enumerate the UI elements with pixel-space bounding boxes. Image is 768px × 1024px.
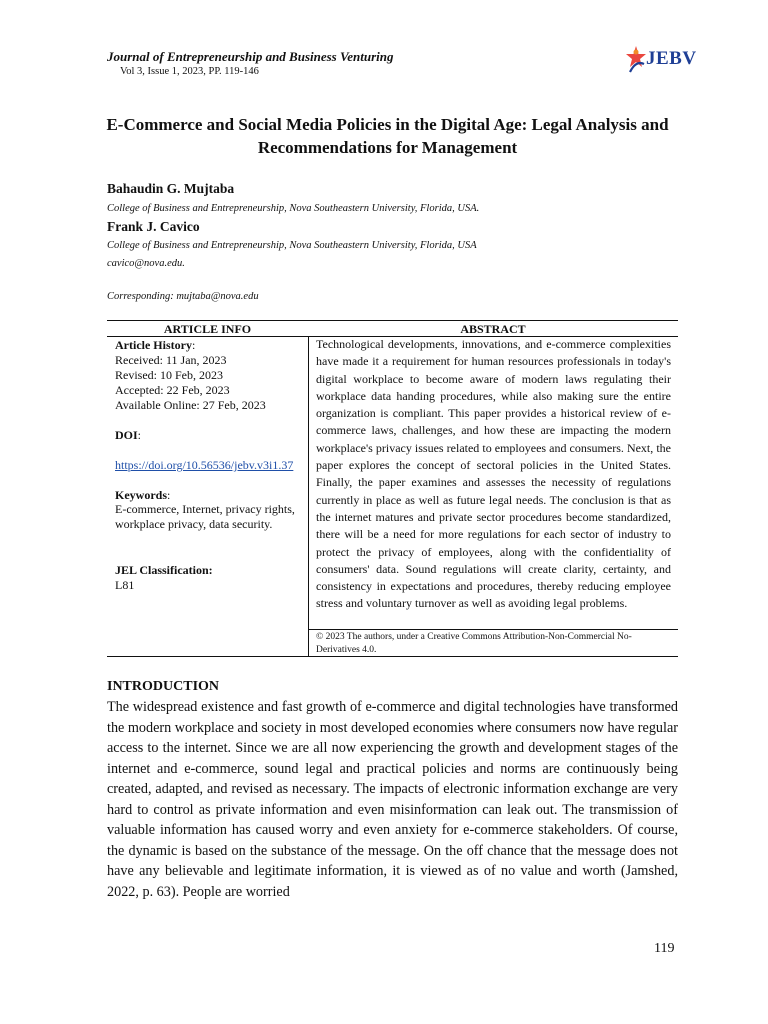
table-column-divider	[308, 336, 309, 656]
abstract-text: Technological developments, innovations, and e-commerce complexities have made it a requirement for human resources professionals in today's digital workplace to become aware of modern laws regulating their workplace data handing procedures, while also making sure the entire organization is compliant. This paper provides a historical review of e-commerce laws, challenges, and how these are impacting the modern workplace's privacy issues related to employees and consumers. Next, the paper explores the concept of sectoral policies in the United States. Finally, the paper examines and assesses the necessity of regulations currently in place as well as future legal needs. The conclusion is that as the internet matures and private sector procedures become standardized, there will be a need for more regulations for each sector of industry to protect the privacy of employees, along with the confidentiality of consumers' data. Sound regulations will create clarity, certainty, and consistency in expectations and procedures, thereby reducing employee stress and voluntary turnover as well as avoiding legal problems.	[316, 337, 671, 611]
article-history-label: Article History:	[115, 338, 196, 352]
revised-date: Revised: 10 Feb, 2023	[115, 368, 223, 382]
keywords-list: E-commerce, Internet, privacy rights, workplace privacy, data security.	[115, 502, 295, 531]
author-2-email[interactable]: cavico@nova.edu.	[107, 258, 185, 269]
license-rule	[308, 629, 678, 630]
journal-logo	[624, 44, 696, 76]
license-text: © 2023 The authors, under a Creative Commons Attribution-Non-Commercial No-Derivatives 4.0.	[316, 632, 632, 655]
article-history-title: Article History	[115, 338, 192, 352]
jel-label	[115, 563, 213, 578]
jel-code: L81	[115, 578, 135, 592]
author-1-affiliation: College of Business and Entrepreneurship, Nova Southeastern University, Florida, USA.	[107, 203, 480, 214]
journal-title: Journal of Entrepreneurship and Business Venturing	[107, 49, 394, 64]
abstract-heading: ABSTRACT	[460, 322, 526, 336]
accepted-date: Accepted: 22 Feb, 2023	[115, 383, 230, 397]
author-2-name: Frank J. Cavico	[107, 219, 200, 234]
paper-title: E-Commerce and Social Media Policies in the Digital Age: Legal Analysis and Recommendations for Management	[106, 115, 669, 157]
corresponding-author: Corresponding: mujtaba@nova.edu	[107, 291, 259, 302]
logo-text: JEBV	[646, 48, 697, 69]
journal-volume: Vol 3, Issue 1, 2023, PP. 119-146	[120, 66, 259, 77]
table-top-rule	[107, 320, 678, 321]
author-2-affiliation: College of Business and Entrepreneurship, Nova Southeastern University, Florida, USA	[107, 240, 477, 251]
keywords-label: Keywords	[115, 488, 167, 502]
article-info-heading: ARTICLE INFO	[163, 322, 252, 336]
jel-label-text: JEL Classification:	[115, 563, 213, 577]
keywords-label-row: Keywords:	[115, 488, 171, 502]
author-1-name: Bahaudin G. Mujtaba	[107, 181, 235, 196]
logo-star-icon	[624, 44, 648, 74]
introduction-body: The widespread existence and fast growth of e-commerce and digital technologies have transformed the modern workplace and society in most developed economies where consumers now have regular access to the internet. Since we are all now experiencing the growth and development stages of the internet and e-commerce, sound legal and practical policies and norms are continuously being created, adapted, and revised as necessary. The impacts of electronic information exchange are very hard to control as private information and even misinformation can leak out. The transmission of valuable information has caused worry and even anxiety for e-commerce stakeholders. Of course, the dynamic is based on the substance of the message. On the off chance that the message does not have any believable and legitimate information, it is viewed as of no value and worth (Jamshed, 2022, p. 63). People are worried	[107, 699, 678, 900]
doi-label-row: DOI:	[115, 428, 142, 442]
page-number: 119	[654, 941, 675, 956]
received-date: Received: 11 Jan, 2023	[115, 353, 227, 367]
introduction-heading: INTRODUCTION	[107, 679, 220, 694]
doi-label: DOI	[115, 428, 138, 442]
doi-link[interactable]: https://doi.org/10.56536/jebv.v3i1.37	[115, 458, 294, 472]
online-date: Available Online: 27 Feb, 2023	[115, 398, 266, 412]
